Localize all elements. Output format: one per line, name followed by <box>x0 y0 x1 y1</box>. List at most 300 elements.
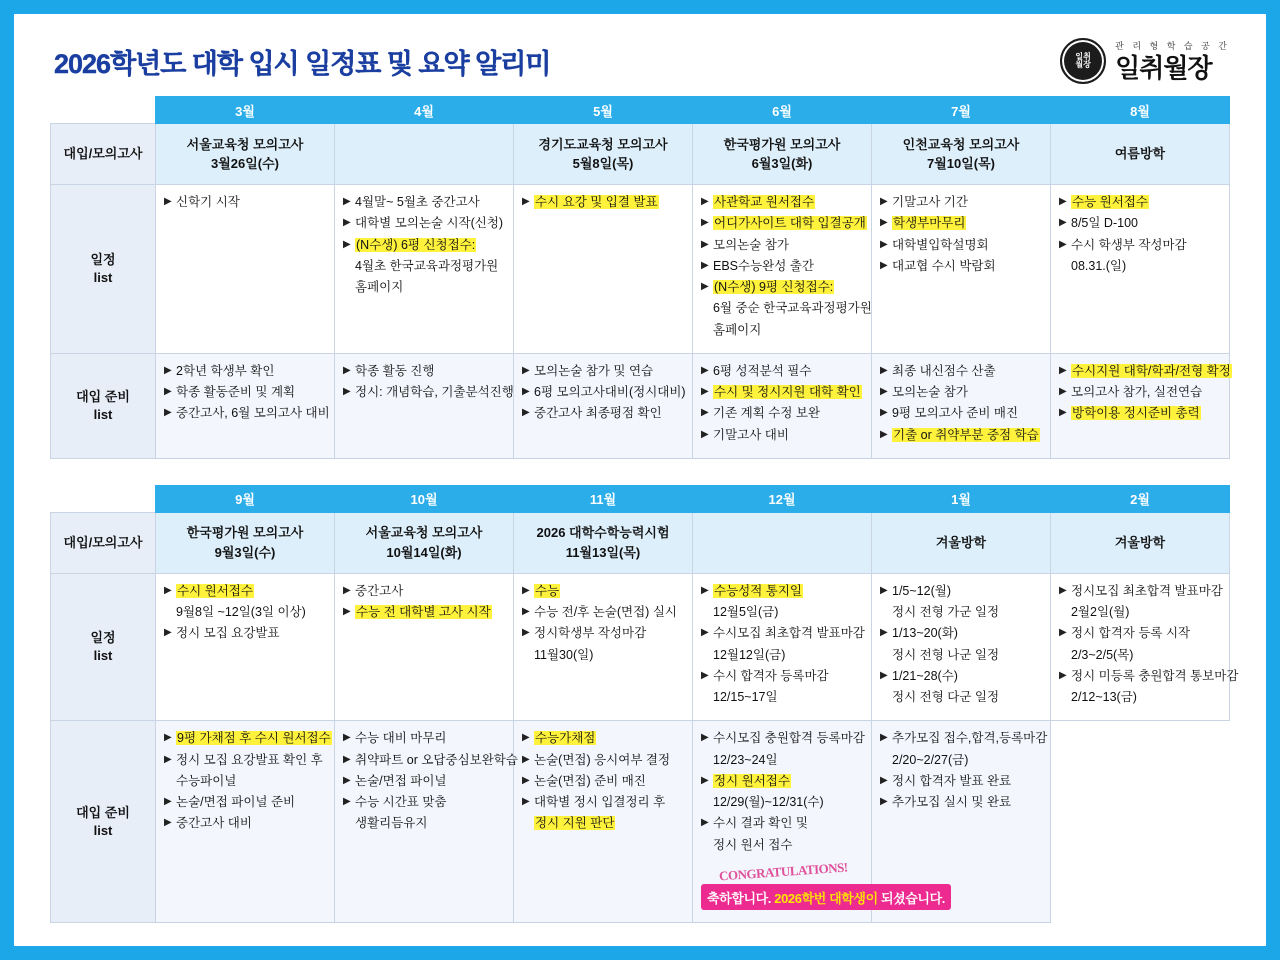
bullet-triangle-icon: ▶ <box>164 407 172 419</box>
list-item-text: 정시학생부 작성마감 <box>534 626 647 641</box>
list-item <box>701 689 863 707</box>
exam-cell <box>872 512 1051 573</box>
list-item <box>880 258 1042 276</box>
list-item <box>164 194 326 212</box>
list-item-text: 논술(면접) 준비 매진 <box>534 773 646 788</box>
list-item-text: 2/20~2/27(금) <box>892 752 969 767</box>
exam-line1: 인천교육청 모의고사 <box>902 136 1020 152</box>
exam-line2: 10월14일(화) <box>386 544 462 560</box>
bullet-triangle-icon: ▶ <box>343 196 351 207</box>
list-item <box>522 647 684 665</box>
list-item-text: 추가모집 접수,합격,등록마감 <box>892 731 1048 746</box>
list-item-text: 정시 원서접수 <box>714 773 790 788</box>
bullet-triangle-icon: ▶ <box>880 364 888 376</box>
list-item <box>701 363 863 381</box>
month-header: 5월 <box>514 97 693 124</box>
bullet-triangle-icon: ▶ <box>522 627 530 639</box>
list-item <box>522 752 684 770</box>
bullet-triangle-icon: ▶ <box>701 774 709 786</box>
list-item-text: 정시 원서 접수 <box>713 837 793 852</box>
header-corner <box>51 485 156 512</box>
table-header-row <box>51 97 1230 124</box>
exam-line2: 9월3일(수) <box>214 544 276 560</box>
bullet-triangle-icon: ▶ <box>880 386 888 397</box>
list-item <box>343 237 505 255</box>
bullet-triangle-icon: ▶ <box>164 753 172 765</box>
list-item <box>701 815 863 833</box>
congrats-message <box>701 884 951 910</box>
row-label-line1: 대입 준비 <box>76 389 130 405</box>
list-item-text: 정시 모집 요강발표 확인 후 <box>176 752 323 767</box>
bullet-triangle-icon: ▶ <box>701 217 709 229</box>
list-item-text: 홈페이지 <box>713 322 762 337</box>
prep-row <box>51 353 1230 458</box>
bullet-triangle-icon: ▶ <box>164 584 172 596</box>
list-item-text: 정시: 개념학습, 기출분석진행 <box>355 385 514 399</box>
row-label-line2: list <box>93 406 113 422</box>
page-title: 2026학년도 대학 입시 일정표 및 요약 알리미 <box>54 49 551 79</box>
bullet-triangle-icon: ▶ <box>343 238 351 250</box>
list-item <box>701 322 863 340</box>
logo-name: 일취월장 <box>1115 52 1212 83</box>
list-item-text: 대학별입학설명회 <box>892 237 989 252</box>
list-item <box>343 215 505 233</box>
list-item <box>880 625 1042 643</box>
exam-cell <box>693 124 872 185</box>
list-item-text: 중간고사 <box>355 583 404 598</box>
bullet-triangle-icon: ▶ <box>1059 386 1067 397</box>
schedule-row <box>51 185 1230 354</box>
bullet-triangle-icon: ▶ <box>701 238 709 250</box>
list-item <box>343 194 505 212</box>
list-item <box>701 794 863 812</box>
bullet-triangle-icon: ▶ <box>343 774 351 786</box>
bullet-triangle-icon: ▶ <box>343 606 351 617</box>
list-item <box>701 752 863 770</box>
list-item <box>343 384 514 402</box>
list-item-text: 6평 성적분석 필수 <box>713 363 812 378</box>
list-item-text: 수능 대비 마무리 <box>355 731 447 746</box>
list-item-text: 수시 및 정시지원 대학 확인 <box>714 385 861 399</box>
bullet-triangle-icon: ▶ <box>1059 584 1067 596</box>
list-item <box>1059 194 1221 212</box>
list-item-text: 학생부마무리 <box>893 216 966 231</box>
exam-line1: 서울교육청 모의고사 <box>365 525 483 541</box>
row-label-prep <box>51 721 156 923</box>
list-item <box>164 752 326 770</box>
bullet-triangle-icon: ▶ <box>164 364 172 376</box>
list-item <box>164 730 331 748</box>
seal-icon: 일취 월장 <box>1060 38 1106 84</box>
list-item <box>701 647 863 665</box>
list-item-text: 모의논술 참가 및 연습 <box>534 363 654 378</box>
list-item <box>164 815 326 833</box>
exam-line2: 5월8일(목) <box>572 156 634 171</box>
list-item <box>164 583 326 601</box>
list-item <box>522 363 684 381</box>
list-item-text: 기출 or 취약부분 중점 학습 <box>893 427 1039 442</box>
poster-page <box>14 14 1266 946</box>
list-item <box>1059 215 1221 233</box>
exam-line1: 한국평가원 모의고사 <box>723 136 841 152</box>
bullet-triangle-icon: ▶ <box>522 753 530 765</box>
bullet-triangle-icon: ▶ <box>1059 196 1067 207</box>
list-item <box>343 752 518 770</box>
exam-line2: 11월13일(목) <box>565 544 641 560</box>
bullet-triangle-icon: ▶ <box>880 796 888 807</box>
list-item <box>343 794 505 812</box>
bullet-triangle-icon: ▶ <box>701 386 709 397</box>
list-item-text: 9평 모의고사 준비 매진 <box>892 406 1019 421</box>
schedule-cell <box>872 185 1051 354</box>
list-item <box>880 405 1042 423</box>
list-item <box>522 194 684 212</box>
list-item-text: 논술/면접 파이널 <box>355 773 447 788</box>
month-header: 6월 <box>693 97 872 124</box>
list-item-text: EBS수능완성 출간 <box>713 258 814 273</box>
list-item <box>880 752 1042 770</box>
list-item-text: 수시모집 최초합격 발표마감 <box>713 626 865 641</box>
exam-row <box>51 512 1230 573</box>
list-item <box>880 215 1042 233</box>
row-label-line1: 대입 준비 <box>76 805 130 821</box>
bullet-triangle-icon: ▶ <box>1059 669 1067 681</box>
row-label-line2: list <box>93 269 113 285</box>
exam-line1: 경기도교육청 모의고사 <box>538 136 668 152</box>
exam-cell <box>872 124 1051 185</box>
bullet-triangle-icon: ▶ <box>522 796 530 807</box>
bullet-triangle-icon: ▶ <box>880 732 888 744</box>
list-item <box>164 773 326 791</box>
bullet-triangle-icon: ▶ <box>701 364 709 376</box>
header-corner <box>51 97 156 124</box>
list-item <box>701 427 863 445</box>
exam-line2: 6월3일(화) <box>751 156 813 171</box>
month-header: 12월 <box>693 485 872 512</box>
list-item <box>164 625 326 643</box>
exam-cell <box>514 512 693 573</box>
month-header: 4월 <box>335 97 514 124</box>
list-item-text: 취약파트 or 오답중심보완학습 <box>355 752 518 767</box>
list-item-text: 최종 내신점수 산출 <box>892 363 996 378</box>
bullet-triangle-icon: ▶ <box>164 627 172 639</box>
exam-cell <box>693 512 872 573</box>
bullet-triangle-icon: ▶ <box>880 238 888 250</box>
list-item <box>701 194 863 212</box>
list-item-text: 대학별 모의논술 시작(신청) <box>355 216 504 231</box>
list-item-text: 수시 요강 및 입결 발표 <box>535 195 658 209</box>
exam-line2: 7월10일(목) <box>926 156 996 171</box>
bullet-triangle-icon: ▶ <box>701 259 709 271</box>
bullet-triangle-icon: ▶ <box>1059 364 1067 376</box>
exam-cell <box>335 124 514 185</box>
exam-cell <box>156 124 335 185</box>
list-item <box>701 604 863 622</box>
exam-line2: 3월26일(수) <box>210 156 280 171</box>
list-item-text: 생활리듬유지 <box>355 816 428 831</box>
bullet-triangle-icon: ▶ <box>1059 627 1067 639</box>
bullet-triangle-icon: ▶ <box>164 732 172 744</box>
prep-cell <box>872 353 1051 458</box>
month-header: 1월 <box>872 485 1051 512</box>
bullet-triangle-icon: ▶ <box>343 796 351 807</box>
list-item-text: 수능 <box>535 583 560 598</box>
list-item-text: 11월30(일) <box>534 647 594 662</box>
list-item-text: 논술/면접 파이널 준비 <box>176 795 296 809</box>
list-item <box>343 583 505 601</box>
list-item <box>522 405 684 423</box>
exam-line1: 겨울방학 <box>935 535 987 550</box>
schedule-cell <box>335 185 514 354</box>
list-item-text: 모의논술 참가 <box>892 385 968 399</box>
bullet-triangle-icon: ▶ <box>522 364 530 376</box>
list-item <box>701 405 863 423</box>
prep-row <box>51 721 1230 923</box>
list-item <box>1059 625 1221 643</box>
list-item-text: 수능 전 대학별 고사 시작 <box>356 605 491 619</box>
list-item-text: 방학이용 정시준비 총력 <box>1072 406 1200 421</box>
list-item <box>880 427 1042 445</box>
list-item-text: 중간고사, 6월 모의고사 대비 <box>176 406 330 421</box>
list-item <box>880 794 1042 812</box>
list-item <box>522 794 684 812</box>
prep-cell <box>335 353 514 458</box>
congrats-pre: 축하합니다. <box>707 890 772 906</box>
bullet-triangle-icon: ▶ <box>701 627 709 639</box>
month-header: 9월 <box>156 485 335 512</box>
list-item <box>1059 604 1221 622</box>
list-item <box>1059 237 1221 255</box>
list-item-text: 12/23~24일 <box>713 752 778 767</box>
list-item-text: 기말고사 기간 <box>892 195 968 209</box>
exam-cell <box>514 124 693 185</box>
list-item-text: 정시 합격자 발표 완료 <box>892 773 1012 788</box>
list-item <box>880 689 1042 707</box>
list-item <box>1059 583 1221 601</box>
list-item-text: 4월말~ 5월초 중간고사 <box>355 195 480 209</box>
bullet-triangle-icon: ▶ <box>522 386 530 397</box>
list-item <box>522 625 684 643</box>
bullet-triangle-icon: ▶ <box>701 732 709 744</box>
bullet-triangle-icon: ▶ <box>164 817 172 829</box>
schedule-cell <box>693 573 872 721</box>
list-item <box>522 815 684 833</box>
row-label-line1: 일정 <box>90 630 116 646</box>
brand-logo <box>1060 38 1230 84</box>
exam-line1: 여름방학 <box>1114 146 1166 162</box>
list-item-text: 12/15~17일 <box>713 690 778 704</box>
month-header: 10월 <box>335 485 514 512</box>
list-item <box>701 668 863 686</box>
bullet-triangle-icon: ▶ <box>343 732 351 744</box>
list-item <box>164 604 326 622</box>
bullet-triangle-icon: ▶ <box>701 407 709 419</box>
prep-cell <box>514 721 693 923</box>
list-item <box>701 625 863 643</box>
list-item-text: 6평 모의고사대비(정시대비) <box>534 385 686 399</box>
list-item <box>343 279 505 297</box>
list-item-text: 수능 원서접수 <box>1072 195 1148 209</box>
exam-line1: 겨울방학 <box>1114 535 1166 550</box>
prep-cell <box>1051 353 1230 458</box>
month-header: 3월 <box>156 97 335 124</box>
schedule-table-first-half <box>50 96 1230 459</box>
list-item-text: 논술(면접) 응시여부 결정 <box>534 752 671 767</box>
prep-cell <box>156 721 335 923</box>
bullet-triangle-icon: ▶ <box>522 732 530 744</box>
list-item-text: 대학별 정시 입결정리 후 <box>534 795 666 809</box>
bullet-triangle-icon: ▶ <box>522 407 530 419</box>
list-item <box>701 730 863 748</box>
list-item-text: 학종 활동준비 및 계획 <box>176 385 296 399</box>
list-item-text: 6월 중순 한국교육과정평가원 <box>713 301 872 316</box>
schedule-cell <box>156 185 335 354</box>
prep-cell <box>335 721 518 923</box>
list-item <box>701 300 872 318</box>
bullet-triangle-icon: ▶ <box>343 364 351 376</box>
list-item <box>522 773 684 791</box>
schedule-row <box>51 573 1230 721</box>
list-item <box>1059 647 1221 665</box>
prep-cell <box>514 353 693 458</box>
list-item-text: 수능가채점 <box>535 731 596 746</box>
list-item-text: 신학기 시작 <box>176 195 240 209</box>
list-item <box>1059 384 1221 402</box>
list-item-text: 수능파이널 <box>176 773 237 788</box>
bullet-triangle-icon: ▶ <box>880 627 888 639</box>
list-item <box>880 604 1042 622</box>
list-item <box>343 730 505 748</box>
list-item-text: 수시 결과 확인 및 <box>713 816 808 831</box>
table-header-row <box>51 485 1230 512</box>
list-item <box>880 363 1042 381</box>
list-item-text: 정시 전형 가군 일정 <box>892 605 1000 619</box>
list-item-text: 수능 시간표 맞춤 <box>355 795 447 809</box>
list-item-text: (N수생) 6평 신청접수: <box>356 237 476 252</box>
schedule-cell <box>156 573 335 721</box>
schedule-cell <box>1051 185 1230 354</box>
list-item <box>164 384 326 402</box>
list-item-text: 정시 모집 요강발표 <box>176 626 280 641</box>
list-item-text: 수시모집 충원합격 등록마감 <box>713 731 865 746</box>
list-item <box>701 258 863 276</box>
list-item <box>701 237 863 255</box>
bullet-triangle-icon: ▶ <box>522 774 530 786</box>
prep-cell <box>693 353 872 458</box>
list-item-text: 정시 합격자 등록 시작 <box>1071 626 1191 641</box>
bullet-triangle-icon: ▶ <box>701 428 709 440</box>
list-item <box>701 279 863 297</box>
row-label-exam: 대입/모의고사 <box>51 512 156 573</box>
bullet-triangle-icon: ▶ <box>880 584 888 596</box>
prep-cell <box>156 353 335 458</box>
list-item <box>701 384 863 402</box>
schedule-cell <box>872 573 1051 721</box>
schedule-cell <box>693 185 872 354</box>
list-item-text: 수능 전/후 논술(면접) 실시 <box>534 605 677 619</box>
exam-line1: 한국평가원 모의고사 <box>186 525 304 541</box>
list-item-text: (N수생) 9평 신청접수: <box>714 280 834 294</box>
bullet-triangle-icon: ▶ <box>522 584 530 596</box>
list-item <box>880 773 1042 791</box>
bullet-triangle-icon: ▶ <box>880 259 888 271</box>
bullet-triangle-icon: ▶ <box>880 217 888 229</box>
list-item-text: 8/5일 D-100 <box>1071 216 1138 231</box>
list-item-text: 모의논술 참가 <box>713 237 789 252</box>
bullet-triangle-icon: ▶ <box>522 196 530 207</box>
bullet-triangle-icon: ▶ <box>701 584 709 596</box>
bullet-triangle-icon: ▶ <box>880 428 888 440</box>
list-item <box>701 583 863 601</box>
list-item <box>343 258 505 276</box>
list-item-text: 홈페이지 <box>355 280 404 294</box>
list-item <box>522 604 684 622</box>
schedule-table-second-half <box>50 485 1239 924</box>
list-item <box>880 194 1042 212</box>
row-label-schedule <box>51 573 156 721</box>
exam-cell <box>1051 512 1230 573</box>
list-item <box>164 405 330 423</box>
list-item-text: 12월5일(금) <box>713 605 779 619</box>
list-item-text: 기존 계획 수정 보완 <box>713 406 821 421</box>
bullet-triangle-icon: ▶ <box>701 196 709 207</box>
congrats-word: CONGRATULATIONS! <box>718 859 849 884</box>
exam-line1: 서울교육청 모의고사 <box>186 136 304 152</box>
exam-line1: 2026 대학수학능력시험 <box>536 525 670 541</box>
bullet-triangle-icon: ▶ <box>701 817 709 829</box>
list-item-text: 정시 지원 판단 <box>535 816 615 831</box>
list-item-text: 수시 합격자 등록마감 <box>713 668 829 683</box>
list-item <box>164 794 326 812</box>
list-item-text: 1/5~12(월) <box>892 583 951 598</box>
bullet-triangle-icon: ▶ <box>880 407 888 419</box>
month-header: 8월 <box>1051 97 1230 124</box>
list-item <box>343 773 505 791</box>
list-item-text: 중간고사 대비 <box>176 816 252 831</box>
list-item-text: 2학년 학생부 확인 <box>176 363 275 378</box>
list-item-text: 어디가사이트 대학 입결공개 <box>714 216 866 231</box>
row-label-line2: list <box>93 648 113 663</box>
row-label-line2: list <box>93 822 113 838</box>
list-item <box>343 604 505 622</box>
list-item-text: 모의고사 참가, 실전연습 <box>1071 385 1203 399</box>
list-item <box>701 837 863 855</box>
list-item <box>701 773 863 791</box>
list-item <box>343 815 505 833</box>
list-item <box>1059 689 1221 707</box>
list-item <box>880 730 1048 748</box>
list-item-text: 1/13~20(화) <box>892 626 958 641</box>
congrats-highlight: 2026학번 대학생이 <box>774 890 878 906</box>
list-item-text: 9월8일 ~12일(3일 이상) <box>176 605 306 619</box>
list-item-text: 수시 학생부 작성마감 <box>1071 237 1187 252</box>
list-item <box>880 237 1042 255</box>
list-item <box>1059 363 1231 381</box>
list-item-text: 학종 활동 진행 <box>355 363 435 378</box>
row-label-line1: 일정 <box>90 252 116 268</box>
bullet-triangle-icon: ▶ <box>343 217 351 229</box>
list-item-text: 2월2일(월) <box>1071 605 1130 619</box>
list-item-text: 정시 미등록 충원합격 통보마감 <box>1071 668 1239 683</box>
bullet-triangle-icon: ▶ <box>164 796 172 807</box>
list-item-text: 12/29(월)~12/31(수) <box>713 795 824 809</box>
schedule-cell <box>514 573 693 721</box>
list-item <box>1059 405 1221 423</box>
list-item <box>522 583 684 601</box>
row-label-exam: 대입/모의고사 <box>51 124 156 185</box>
logo-subtitle: 관 리 형 학 습 공 간 <box>1115 40 1230 51</box>
list-item-text: 1/21~28(수) <box>892 668 958 683</box>
